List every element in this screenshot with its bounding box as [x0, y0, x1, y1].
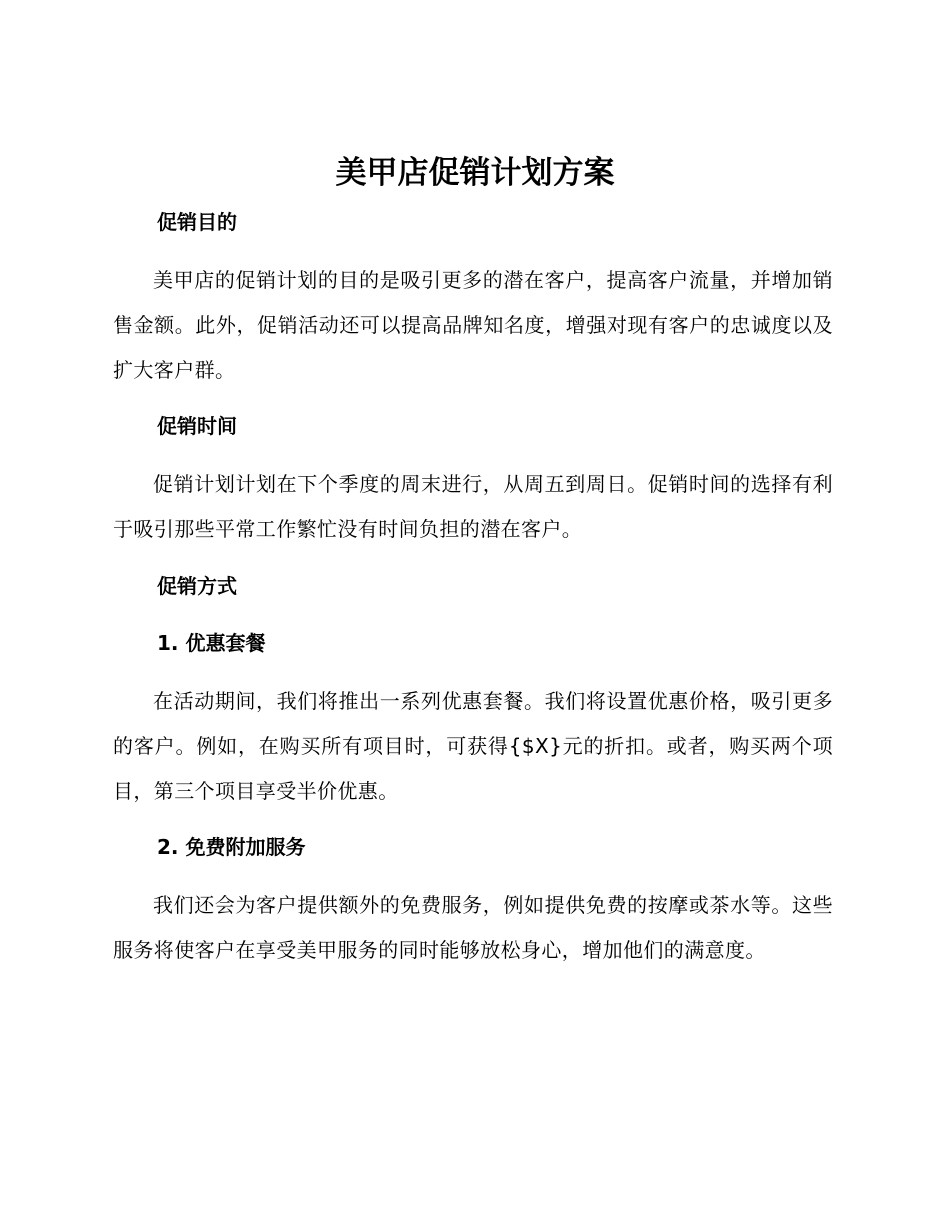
- section-heading-method: 促销方式: [157, 574, 237, 598]
- section-paragraph-time: 促销计划计划在下个季度的周末进行，从周五到周日。促销时间的选择有利于吸引那些平常工作繁忙没有时间负担的潜在客户。: [113, 472, 833, 541]
- section-paragraph-discount-package: 在活动期间，我们将推出一系列优惠套餐。我们将设置优惠价格，吸引更多的客户。例如，在购买所有项目时，可获得{$X}元的折扣。或者，购买两个项目，第三个项目享受半价优惠。: [113, 689, 833, 803]
- section-heading-free-service: 2. 免费附加服务: [157, 835, 306, 859]
- section-paragraph-purpose: 美甲店的促销计划的目的是吸引更多的潜在客户，提高客户流量，并增加销售金额。此外，促销活动还可以提高品牌知名度，增强对现有客户的忠诚度以及扩大客户群。: [113, 268, 833, 382]
- section-heading-time: 促销时间: [157, 414, 237, 438]
- section-heading-purpose: 促销目的: [157, 210, 237, 234]
- section-heading-discount-package: 1. 优惠套餐: [157, 631, 266, 655]
- document-title: 美甲店促销计划方案: [335, 155, 615, 191]
- section-paragraph-free-service: 我们还会为客户提供额外的免费服务，例如提供免费的按摩或茶水等。这些服务将使客户在享受美甲服务的同时能够放松身心，增加他们的满意度。: [113, 893, 833, 962]
